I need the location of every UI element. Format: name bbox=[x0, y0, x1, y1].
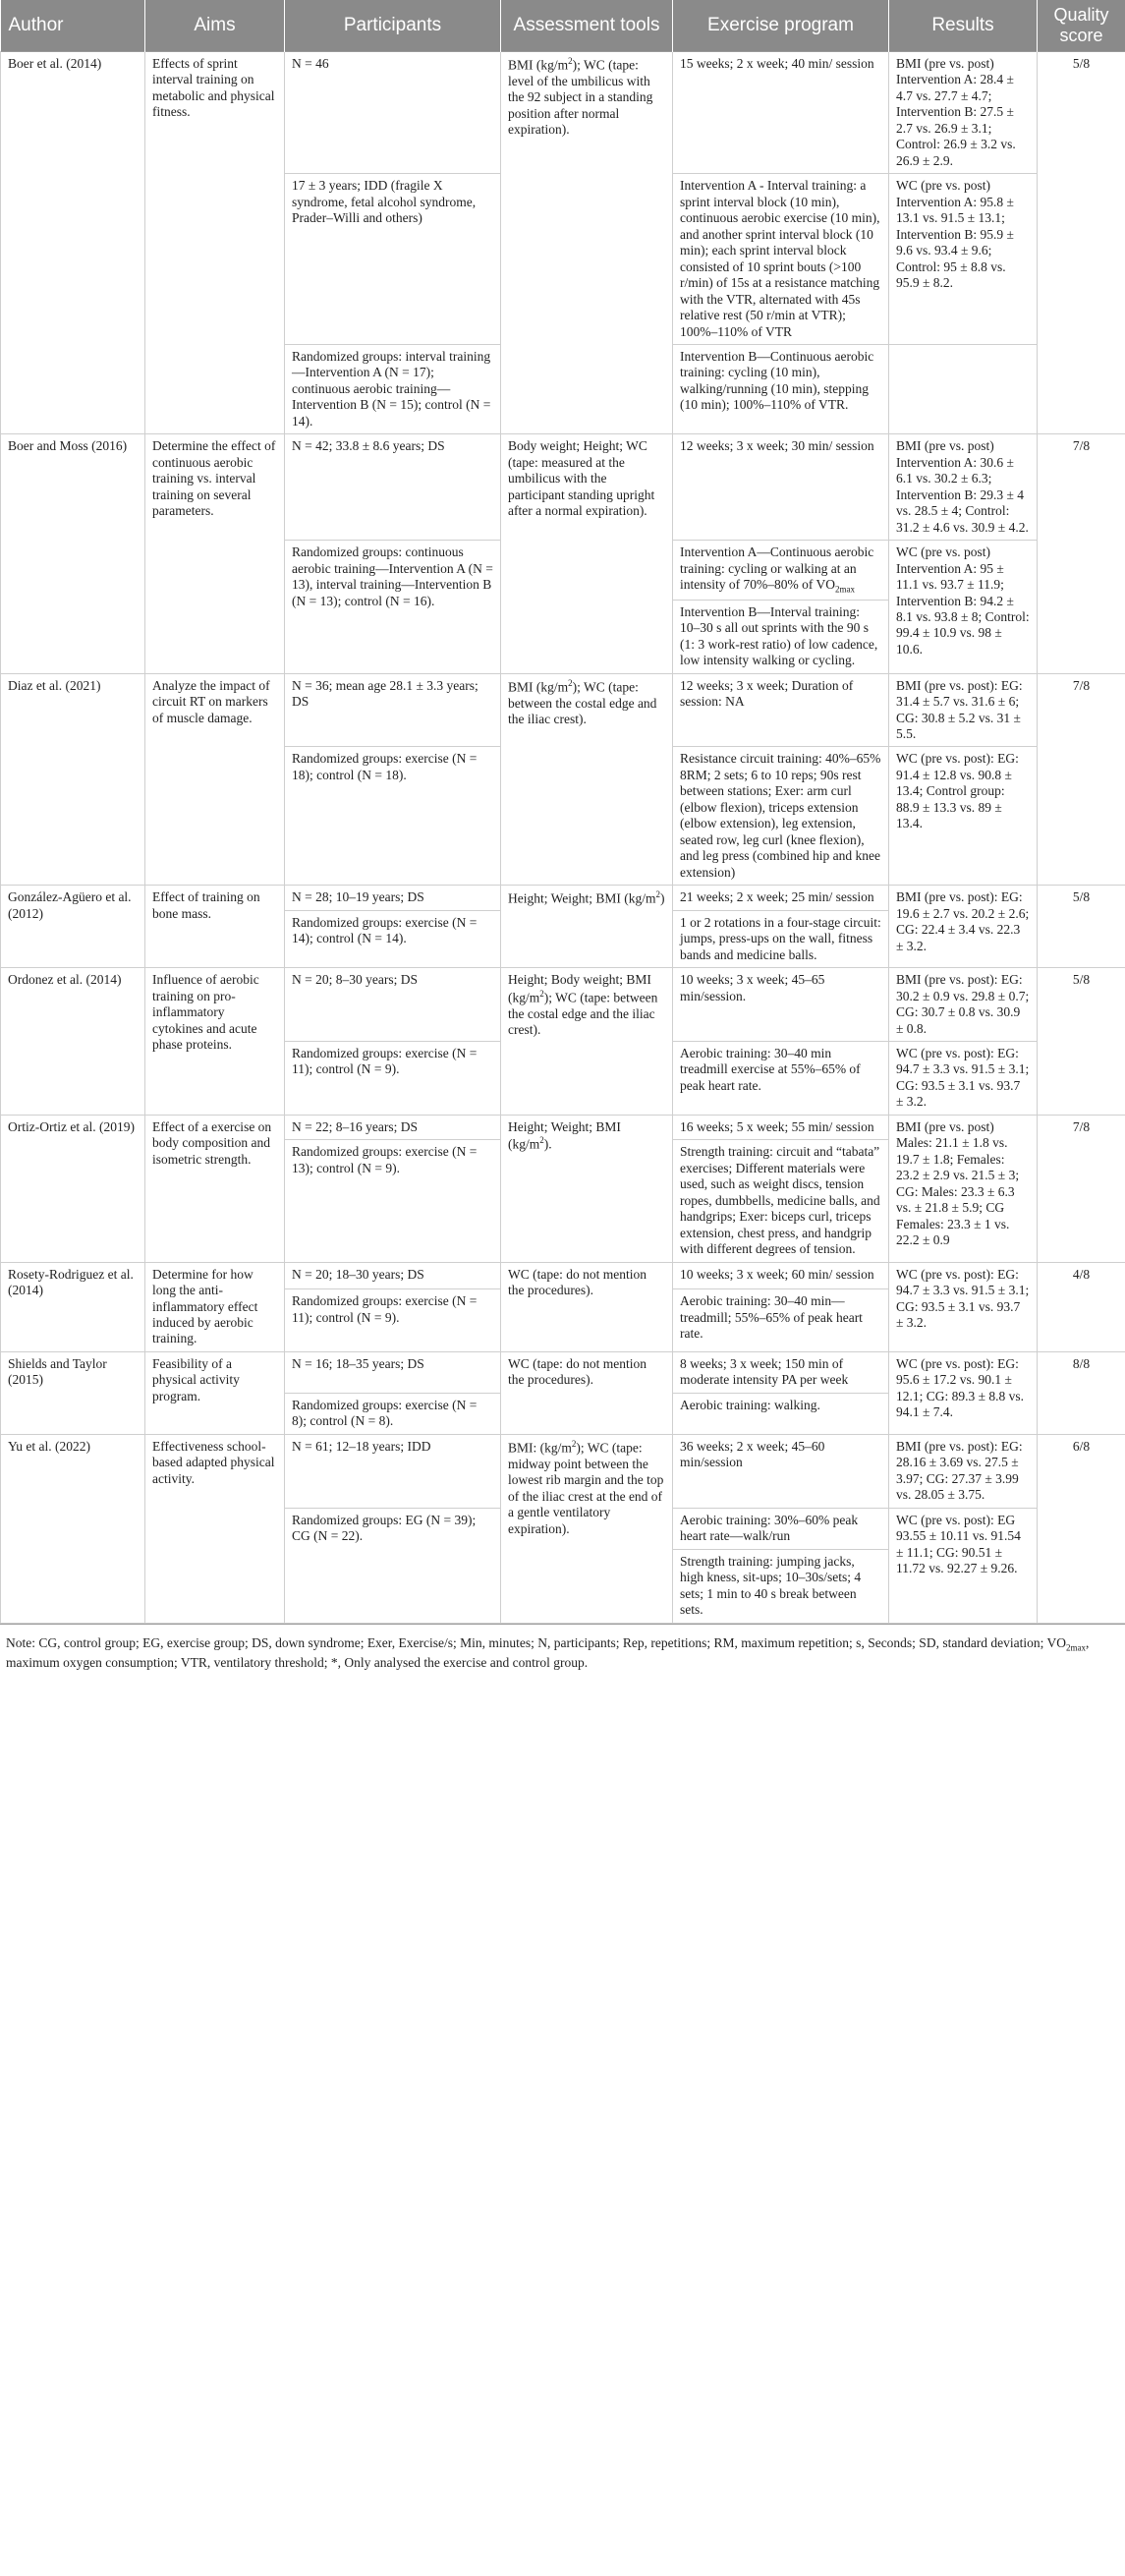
cell-results: WC (pre vs. post): EG: 95.6 ± 17.2 vs. 90.1 ± 12.1; CG: 89.3 ± 8.8 vs. 94.1 ± 7.4. bbox=[889, 1351, 1038, 1434]
cell-author: Ortiz-Ortiz et al. (2019) bbox=[1, 1115, 145, 1262]
cell-participants: Randomized groups: exercise (N = 18); control (N = 18). bbox=[285, 747, 501, 886]
cell-author: Rosety-Rodriguez et al. (2014) bbox=[1, 1262, 145, 1351]
cell-results: WC (pre vs. post): EG: 94.7 ± 3.3 vs. 91.5 ± 3.1; CG: 93.5 ± 3.1 vs. 93.7 ± 3.2. bbox=[889, 1262, 1038, 1351]
cell-exercise-program: 12 weeks; 3 x week; 30 min/ session bbox=[673, 434, 889, 541]
cell-quality-score: 8/8 bbox=[1038, 1351, 1125, 1434]
header-quality-score: Quality score bbox=[1038, 0, 1125, 52]
cell-participants: 17 ± 3 years; IDD (fragile X syndrome, fetal alcohol syndrome, Prader–Willi and others) bbox=[285, 174, 501, 345]
header-participants: Participants bbox=[285, 0, 501, 52]
cell-exercise-program: Aerobic training: 30%–60% peak heart rate—walk/run bbox=[673, 1508, 889, 1549]
cell-author: Ordonez et al. (2014) bbox=[1, 968, 145, 1116]
cell-author: González-Agüero et al. (2012) bbox=[1, 886, 145, 968]
cell-exercise-program: Intervention A - Interval training: a sprint interval block (10 min), continuous aerobic exercise (10 min), and another sprint interval block (10 min); each sprint interval block consisted of 10 sprint bouts (>100 r/min) of 15s at a resistance matching with the VTR, alternated with 45s relative rest (50 r/min at VTR); 100%–110% of VTR bbox=[673, 174, 889, 345]
cell-exercise-program: 15 weeks; 2 x week; 40 min/ session bbox=[673, 52, 889, 174]
table-row bbox=[1, 886, 1125, 910]
cell-aims: Effectiveness school-based adapted physical activity. bbox=[145, 1434, 285, 1623]
cell-results bbox=[889, 344, 1038, 433]
cell-exercise-program: Strength training: circuit and “tabata” exercises; Different materials were used, such as weight discs, tension ropes, dumbbells, medicine balls, and handgrips; Exer: biceps curl, triceps extension, chest press, and handgrip with different degrees of tension. bbox=[673, 1140, 889, 1262]
table-row bbox=[1, 1262, 1125, 1289]
cell-aims: Feasibility of a physical activity program. bbox=[145, 1351, 285, 1434]
cell-assessment-tools: Height; Body weight; BMI $(kg/m^2)$; WC (tape: between the costal edge and the iliac crest). bbox=[501, 968, 673, 1116]
cell-aims: Determine for how long the anti-inflammatory effect induced by aerobic training. bbox=[145, 1262, 285, 1351]
cell-exercise-program: 10 weeks; 3 x week; 60 min/ session bbox=[673, 1262, 889, 1289]
cell-assessment-tools: BMI $(kg/m^2)$; WC (tape: level of the umbilicus with the 92 subject in a standing position after normal expiration). bbox=[501, 52, 673, 434]
cell-aims: Effects of sprint interval training on metabolic and physical fitness. bbox=[145, 52, 285, 434]
cell-exercise-program: 12 weeks; 3 x week; Duration of session: NA bbox=[673, 673, 889, 747]
cell-results: BMI (pre vs. post) Intervention A: 30.6 ± 6.1 vs. 30.2 ± 6.3; Intervention B: 29.3 ± 4 vs. 28.5 ± 4; Control: 31.2 ± 4.6 vs. 30.9 ± 4.2. bbox=[889, 434, 1038, 541]
cell-exercise-program: 21 weeks; 2 x week; 25 min/ session bbox=[673, 886, 889, 910]
cell-participants: N = 28; 10–19 years; DS bbox=[285, 886, 501, 910]
cell-quality-score: 7/8 bbox=[1038, 1115, 1125, 1262]
cell-quality-score: 4/8 bbox=[1038, 1262, 1125, 1351]
cell-participants: Randomized groups: exercise (N = 14); control (N = 14). bbox=[285, 910, 501, 967]
cell-quality-score: 5/8 bbox=[1038, 52, 1125, 434]
cell-results: WC (pre vs. post) Intervention A: 95.8 ± 13.1 vs. 91.5 ± 13.1; Intervention B: 95.9 ± 9.6 vs. 93.4 ± 9.6; Control: 95 ± 8.8 vs. 95.9 ± 8.2. bbox=[889, 174, 1038, 345]
cell-results: BMI (pre vs. post): EG: 31.4 ± 5.7 vs. 31.6 ± 6; CG: 30.8 ± 5.2 vs. 31 ± 5.5. bbox=[889, 673, 1038, 747]
header-results: Results bbox=[889, 0, 1038, 52]
cell-participants: Randomized groups: exercise (N = 11); control (N = 9). bbox=[285, 1041, 501, 1115]
table-row bbox=[1, 1351, 1125, 1393]
cell-assessment-tools: Height; Weight; BMI $(kg/m^2)$. bbox=[501, 1115, 673, 1262]
cell-assessment-tools: BMI $(kg/m^2)$; WC (tape: between the costal edge and the iliac crest). bbox=[501, 673, 673, 886]
cell-aims: Effect of training on bone mass. bbox=[145, 886, 285, 968]
cell-quality-score: 5/8 bbox=[1038, 968, 1125, 1116]
cell-participants: N = 20; 18–30 years; DS bbox=[285, 1262, 501, 1289]
cell-results: BMI (pre vs. post) Males: 21.1 ± 1.8 vs. 19.7 ± 1.8; Females: 23.2 ± 2.9 vs. 21.5 ± 3; CG: Males: 23.3 ± 6.3 vs. ± 21.8 ± 5.9; CG Females: 23.3 ± 1 vs. 22.2 ± 0.9 bbox=[889, 1115, 1038, 1262]
cell-participants: N = 46 bbox=[285, 52, 501, 174]
header-row bbox=[1, 0, 1125, 52]
cell-aims: Effect of a exercise on body composition and isometric strength. bbox=[145, 1115, 285, 1262]
cell-exercise-program: 8 weeks; 3 x week; 150 min of moderate intensity PA per week bbox=[673, 1351, 889, 1393]
cell-participants: Randomized groups: interval training—Intervention A (N = 17); continuous aerobic training—Intervention B (N = 15); control (N = 14). bbox=[285, 344, 501, 433]
cell-aims: Determine the effect of continuous aerobic training vs. interval training on several parameters. bbox=[145, 434, 285, 673]
cell-exercise-program: 10 weeks; 3 x week; 45–65 min/session. bbox=[673, 968, 889, 1042]
table-row bbox=[1, 968, 1125, 1042]
cell-quality-score: 7/8 bbox=[1038, 673, 1125, 886]
cell-exercise-program: Intervention A—Continuous aerobic training: cycling or walking at an intensity of 70%–80% of $VO_{2max}$ bbox=[673, 541, 889, 601]
table-row bbox=[1, 1115, 1125, 1139]
cell-aims: Analyze the impact of circuit RT on markers of muscle damage. bbox=[145, 673, 285, 886]
cell-author: Shields and Taylor (2015) bbox=[1, 1351, 145, 1434]
table-note: Note: CG, control group; EG, exercise group; DS, down syndrome; Exer, Exercise/s; Min, minutes; N, participants; Rep, repetitions; RM, maximum repetition; s, Seconds; SD, standard deviation; $VO_{2max}$, maximum oxygen consumption; VTR, ventilatory threshold; *, Only analysed the exercise and control group. bbox=[0, 1624, 1125, 1671]
cell-assessment-tools: BMI: $(kg/m^2)$; WC (tape: midway point between the lowest rib margin and the top of the iliac crest at the end of a gentle ventilatory expiration). bbox=[501, 1434, 673, 1623]
cell-results: WC (pre vs. post) Intervention A: 95 ± 11.1 vs. 93.7 ± 11.9; Intervention B: 94.2 ± 8.1 vs. 93.8 ± 8; Control: 99.4 ± 10.9 vs. 98 ± 10.6. bbox=[889, 541, 1038, 673]
cell-exercise-program: Strength training: jumping jacks, high kness, sit-ups; 10–30s/sets; 4 sets; 1 min to 40 s break between sets. bbox=[673, 1549, 889, 1623]
cell-author: Diaz et al. (2021) bbox=[1, 673, 145, 886]
table-body bbox=[1, 52, 1125, 1624]
cell-assessment-tools: WC (tape: do not mention the procedures). bbox=[501, 1262, 673, 1351]
cell-exercise-program: Aerobic training: 30–40 min—treadmill; 55%–65% of peak heart rate. bbox=[673, 1289, 889, 1352]
cell-participants: Randomized groups: exercise (N = 13); control (N = 9). bbox=[285, 1140, 501, 1262]
cell-results: WC (pre vs. post): EG 93.55 ± 10.11 vs. 91.54 ± 11.1; CG: 90.51 ± 11.72 vs. 92.27 ± 9.26. bbox=[889, 1508, 1038, 1623]
cell-quality-score: 7/8 bbox=[1038, 434, 1125, 673]
cell-participants: Randomized groups: EG (N = 39); CG (N = 22). bbox=[285, 1508, 501, 1623]
cell-results: BMI (pre vs. post): EG: 19.6 ± 2.7 vs. 20.2 ± 2.6; CG: 22.4 ± 3.4 vs. 22.3 ± 3.2. bbox=[889, 886, 1038, 968]
cell-participants: Randomized groups: continuous aerobic training—Intervention A (N = 13), interval training—Intervention B (N = 13); control (N = 16). bbox=[285, 541, 501, 673]
cell-participants: N = 20; 8–30 years; DS bbox=[285, 968, 501, 1042]
cell-exercise-program: Aerobic training: walking. bbox=[673, 1393, 889, 1434]
header-author: Author bbox=[1, 0, 145, 52]
cell-participants: N = 16; 18–35 years; DS bbox=[285, 1351, 501, 1393]
cell-author: Boer et al. (2014) bbox=[1, 52, 145, 434]
cell-results: WC (pre vs. post): EG: 91.4 ± 12.8 vs. 90.8 ± 13.4; Control group: 88.9 ± 13.3 vs. 89 ± 13.4. bbox=[889, 747, 1038, 886]
cell-results: WC (pre vs. post): EG: 94.7 ± 3.3 vs. 91.5 ± 3.1; CG: 93.5 ± 3.1 vs. 93.7 ± 3.2. bbox=[889, 1041, 1038, 1115]
cell-participants: N = 36; mean age 28.1 ± 3.3 years; DS bbox=[285, 673, 501, 747]
table-row bbox=[1, 673, 1125, 747]
cell-exercise-program: Aerobic training: 30–40 min treadmill exercise at 55%–65% of peak heart rate. bbox=[673, 1041, 889, 1115]
cell-exercise-program: 1 or 2 rotations in a four-stage circuit: jumps, press-ups on the wall, fitness bands and medicine balls. bbox=[673, 910, 889, 967]
cell-aims: Influence of aerobic training on pro-inflammatory cytokines and acute phase proteins. bbox=[145, 968, 285, 1116]
cell-assessment-tools: Body weight; Height; WC (tape: measured at the umbilicus with the participant standing upright after a normal expiration). bbox=[501, 434, 673, 673]
cell-author: Boer and Moss (2016) bbox=[1, 434, 145, 673]
cell-quality-score: 5/8 bbox=[1038, 886, 1125, 968]
cell-participants: Randomized groups: exercise (N = 8); control (N = 8). bbox=[285, 1393, 501, 1434]
header-exercise-program: Exercise program bbox=[673, 0, 889, 52]
table-row bbox=[1, 1434, 1125, 1508]
cell-exercise-program: Intervention B—Continuous aerobic training: cycling (10 min), walking/running (10 min), stepping (10 min); 100%–110% of VTR. bbox=[673, 344, 889, 433]
cell-participants: Randomized groups: exercise (N = 11); control (N = 9). bbox=[285, 1289, 501, 1352]
table-row bbox=[1, 52, 1125, 174]
cell-quality-score: 6/8 bbox=[1038, 1434, 1125, 1623]
header-aims: Aims bbox=[145, 0, 285, 52]
header-assessment-tools: Assessment tools bbox=[501, 0, 673, 52]
cell-assessment-tools: WC (tape: do not mention the procedures). bbox=[501, 1351, 673, 1434]
cell-results: BMI (pre vs. post) Intervention A: 28.4 ± 4.7 vs. 27.7 ± 4.7; Intervention B: 27.5 ± 2.7 vs. 26.9 ± 3.1; Control: 26.9 ± 3.2 vs. 26.9 ± 2.9. bbox=[889, 52, 1038, 174]
cell-participants: N = 61; 12–18 years; IDD bbox=[285, 1434, 501, 1508]
cell-author: Yu et al. (2022) bbox=[1, 1434, 145, 1623]
cell-assessment-tools: Height; Weight; BMI $(kg/m^2)$ bbox=[501, 886, 673, 968]
cell-participants: N = 42; 33.8 ± 8.6 years; DS bbox=[285, 434, 501, 541]
cell-results: BMI (pre vs. post): EG: 28.16 ± 3.69 vs. 27.5 ± 3.97; CG: 27.37 ± 3.99 vs. 28.05 ± 3.75. bbox=[889, 1434, 1038, 1508]
cell-exercise-program: Intervention B—Interval training: 10–30 s all out sprints with the 90 s (1: 3 work-rest ratio) of low cadence, low intensity walking or cycling. bbox=[673, 600, 889, 673]
cell-exercise-program: 36 weeks; 2 x week; 45–60 min/session bbox=[673, 1434, 889, 1508]
cell-participants: N = 22; 8–16 years; DS bbox=[285, 1115, 501, 1139]
cell-results: BMI (pre vs. post): EG: 30.2 ± 0.9 vs. 29.8 ± 0.7; CG: 30.7 ± 0.8 vs. 30.9 ± 0.8. bbox=[889, 968, 1038, 1042]
table-row bbox=[1, 434, 1125, 541]
cell-exercise-program: 16 weeks; 5 x week; 55 min/ session bbox=[673, 1115, 889, 1139]
cell-exercise-program: Resistance circuit training: 40%–65% 8RM; 2 sets; 6 to 10 reps; 90s rest between stations; Exer: arm curl (elbow flexion), triceps extension (elbow extension), leg extension, seated row, leg curl (knee flexion), and leg press (combined hip and knee extension) bbox=[673, 747, 889, 886]
